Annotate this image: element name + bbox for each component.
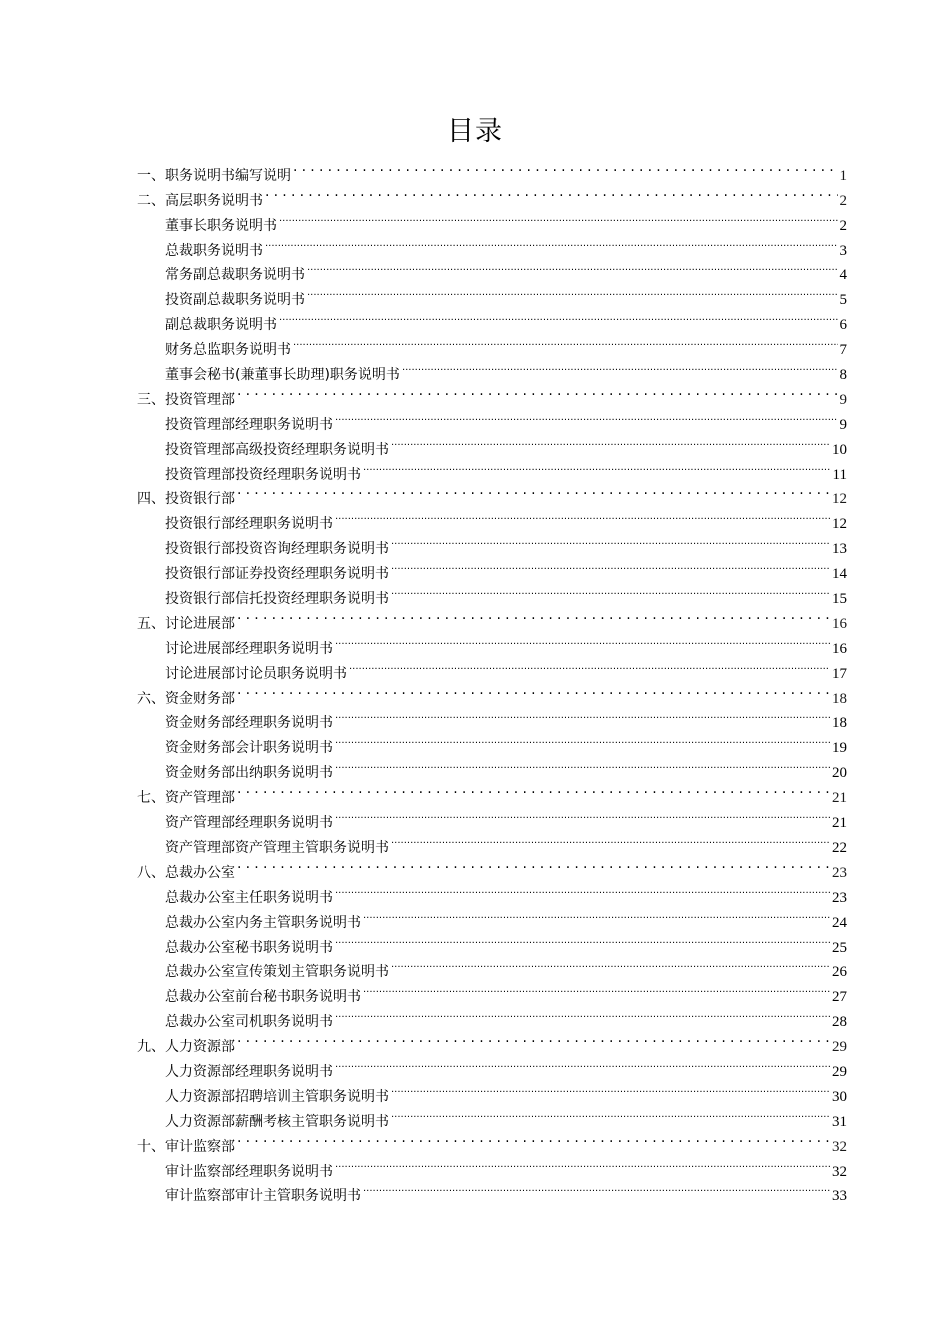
toc-leader-dots (363, 1176, 830, 1201)
toc-entry[interactable] (137, 603, 847, 632)
toc-entry-label: 总裁办公室宣传策划主管职务说明书 (165, 964, 389, 981)
toc-entry-page: 10 (832, 441, 847, 458)
toc-entry-label: 十、审计监察部 (137, 1138, 235, 1155)
toc-entry-page: 11 (832, 466, 847, 483)
toc-entry-label: 总裁办公室主任职务说明书 (165, 889, 333, 906)
toc-entry-page: 15 (832, 591, 847, 608)
toc-entry-label: 人力资源部薪酬考核主管职务说明书 (165, 1113, 389, 1130)
toc-entry[interactable] (137, 1151, 847, 1180)
toc-entry-label: 副总裁职务说明书 (165, 317, 277, 334)
toc-leader-dots (335, 628, 830, 653)
toc-leader-dots (335, 727, 830, 752)
toc-entry-label: 投资管理部高级投资经理职务说明书 (165, 441, 389, 458)
toc-entry-page: 20 (832, 765, 847, 782)
toc-entry-page: 9 (839, 391, 847, 408)
toc-entry[interactable] (137, 1051, 847, 1080)
toc-leader-dots (349, 653, 830, 678)
toc-entry-label: 人力资源部经理职务说明书 (165, 1063, 333, 1080)
toc-entry-label: 六、资金财务部 (137, 690, 235, 707)
toc-entry-page: 8 (839, 367, 847, 384)
toc-entry-label: 资金财务部经理职务说明书 (165, 715, 333, 732)
toc-entry-page: 29 (832, 1063, 847, 1080)
toc-leader-dots (237, 379, 838, 404)
toc-entry-page: 4 (839, 267, 847, 284)
toc-entry-label: 投资管理部经理职务说明书 (165, 416, 333, 433)
toc-entry-page: 2 (839, 192, 847, 209)
toc-entry-page: 33 (832, 1188, 847, 1205)
toc-leader-dots (265, 180, 838, 205)
toc-entry[interactable] (137, 678, 847, 707)
toc-leader-dots (363, 454, 831, 479)
toc-leader-dots (391, 952, 830, 977)
toc-leader-dots (335, 703, 830, 728)
toc-entry-label: 总裁办公室秘书职务说明书 (165, 939, 333, 956)
toc-leader-dots (237, 1126, 830, 1151)
toc-leader-dots (237, 1026, 830, 1051)
toc-entry[interactable] (137, 852, 847, 881)
toc-entry[interactable] (137, 404, 847, 433)
toc-entry-label: 总裁办公室司机职务说明书 (165, 1014, 333, 1031)
toc-entry-label: 投资副总裁职务说明书 (165, 292, 305, 309)
toc-entry-page: 19 (832, 740, 847, 757)
toc-leader-dots (307, 255, 838, 280)
toc-leader-dots (293, 329, 838, 354)
toc-entry-label: 一、职务说明书编写说明 (137, 167, 291, 184)
toc-entry-page: 12 (832, 516, 847, 533)
toc-leader-dots (335, 404, 838, 429)
toc-leader-dots (391, 1101, 830, 1126)
toc-leader-dots (335, 752, 830, 777)
toc-entry-page: 13 (832, 541, 847, 558)
toc-entry[interactable] (137, 503, 847, 533)
toc-entry-label: 九、人力资源部 (137, 1039, 235, 1056)
toc-entry-page: 23 (832, 864, 847, 881)
toc-entry-label: 投资银行部经理职务说明书 (165, 516, 333, 533)
toc-entry[interactable] (137, 703, 847, 732)
toc-leader-dots (237, 479, 830, 504)
toc-entry-page: 3 (839, 242, 847, 259)
toc-entry-label: 总裁办公室内务主管职务说明书 (165, 914, 361, 931)
toc-entry-page: 26 (832, 964, 847, 981)
toc-entry-page: 14 (832, 566, 847, 583)
toc-entry-label: 八、总裁办公室 (137, 864, 235, 881)
toc-leader-dots (293, 155, 838, 180)
toc-entry[interactable] (137, 155, 847, 184)
toc-entry-label: 五、讨论进展部 (137, 615, 235, 632)
toc-entry-page: 28 (832, 1014, 847, 1031)
toc-leader-dots (363, 976, 830, 1001)
toc-entry-label: 投资银行部信托投资经理职务说明书 (165, 591, 389, 608)
toc-entry-page: 31 (832, 1113, 847, 1130)
toc-title: 目录 (447, 116, 503, 147)
toc-entry-page: 16 (832, 640, 847, 657)
toc-entry-label: 人力资源部招聘培训主管职务说明书 (165, 1088, 389, 1105)
toc-entry-page: 17 (832, 665, 847, 682)
toc-leader-dots (391, 578, 830, 603)
toc-entry-page: 25 (832, 939, 847, 956)
toc-entry-label: 讨论进展部讨论员职务说明书 (165, 665, 347, 682)
toc-entry-page: 5 (839, 292, 847, 309)
toc-entry-page: 12 (832, 491, 847, 508)
toc-leader-dots (237, 678, 830, 703)
toc-entry-label: 总裁办公室前台秘书职务说明书 (165, 989, 361, 1006)
toc-leader-dots (335, 503, 830, 528)
toc-entry[interactable] (137, 802, 847, 832)
toc-entry-label: 三、投资管理部 (137, 391, 235, 408)
toc-entry-label: 七、资产管理部 (137, 790, 235, 807)
toc-leader-dots (335, 802, 830, 827)
toc-entry-page: 23 (832, 889, 847, 906)
toc-entry[interactable] (137, 777, 847, 807)
toc-leader-dots (265, 230, 838, 255)
toc-entry-page: 9 (839, 416, 847, 433)
toc-entry-page: 2 (839, 217, 847, 234)
toc-leader-dots (391, 827, 830, 852)
toc-entry-page: 18 (832, 690, 847, 707)
toc-entry[interactable] (137, 877, 847, 906)
toc-entry-label: 四、投资银行部 (137, 491, 235, 508)
toc-entry-page: 16 (832, 615, 847, 632)
toc-entry-page: 21 (832, 790, 847, 807)
toc-entry-page: 6 (839, 317, 847, 334)
toc-entry[interactable] (137, 479, 847, 508)
toc-leader-dots (335, 927, 830, 952)
toc-entry-page: 18 (832, 715, 847, 732)
toc-leader-dots (335, 877, 830, 902)
toc-entry[interactable] (137, 1026, 847, 1056)
toc-entry[interactable] (137, 1126, 847, 1155)
toc-leader-dots (391, 528, 830, 553)
toc-entry-page: 22 (832, 839, 847, 856)
toc-leader-dots (237, 777, 830, 802)
toc-entry-label: 资产管理部经理职务说明书 (165, 815, 333, 832)
toc-entry-label: 常务副总裁职务说明书 (165, 267, 305, 284)
toc-entry-label: 二、高层职务说明书 (137, 192, 263, 209)
toc-leader-dots (335, 1051, 830, 1076)
toc-leader-dots (335, 1001, 830, 1026)
toc-leader-dots (237, 852, 830, 877)
toc-leader-dots (279, 205, 838, 230)
toc-leader-dots (335, 1151, 830, 1176)
toc-entry-page: 29 (832, 1039, 847, 1056)
toc-leader-dots (391, 1076, 830, 1101)
toc-entry-page: 32 (832, 1163, 847, 1180)
toc-entry-page: 27 (832, 989, 847, 1006)
toc-entry-page: 21 (832, 815, 847, 832)
toc-entry-label: 总裁职务说明书 (165, 242, 263, 259)
toc-entry-page: 7 (839, 342, 847, 359)
toc-entry-page: 32 (832, 1138, 847, 1155)
toc-entry-page: 1 (839, 167, 847, 184)
toc-entry-page: 24 (832, 914, 847, 931)
toc-entry[interactable] (137, 628, 847, 657)
toc-leader-dots (391, 429, 830, 454)
toc-list (137, 155, 847, 1205)
toc-entry-page: 30 (832, 1088, 847, 1105)
toc-leader-dots (363, 902, 830, 927)
toc-leader-dots (307, 279, 838, 304)
toc-entry-label: 审计监察部经理职务说明书 (165, 1163, 333, 1180)
toc-entry-label: 财务总监职务说明书 (165, 342, 291, 359)
toc-entry[interactable] (137, 379, 847, 408)
toc-entry-label: 董事会秘书(兼董事长助理)职务说明书 (165, 367, 400, 384)
toc-leader-dots (402, 354, 838, 379)
toc-entry-label: 资金财务部出纳职务说明书 (165, 765, 333, 782)
toc-entry-label: 审计监察部审计主管职务说明书 (165, 1188, 361, 1205)
toc-entry-label: 投资管理部投资经理职务说明书 (165, 466, 361, 483)
toc-entry-label: 资产管理部资产管理主管职务说明书 (165, 839, 389, 856)
toc-entry-label: 投资银行部证券投资经理职务说明书 (165, 566, 389, 583)
toc-leader-dots (279, 304, 838, 329)
toc-entry-label: 投资银行部投资咨询经理职务说明书 (165, 541, 389, 558)
toc-entry-label: 讨论进展部经理职务说明书 (165, 640, 333, 657)
toc-entry-label: 董事长职务说明书 (165, 217, 277, 234)
toc-entry-label: 资金财务部会计职务说明书 (165, 740, 333, 757)
toc-leader-dots (237, 603, 830, 628)
toc-leader-dots (391, 553, 830, 578)
